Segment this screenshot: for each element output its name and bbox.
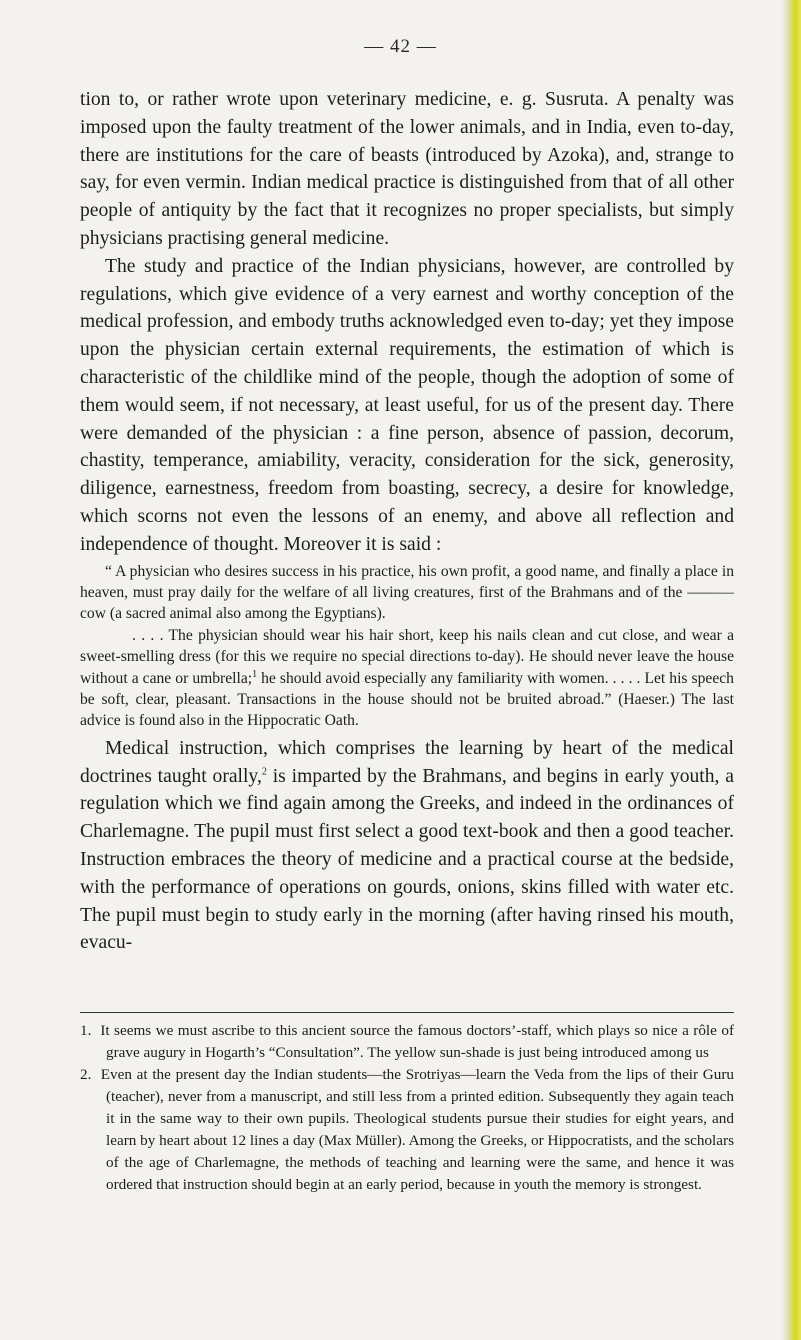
quote-part-2-before: . . . . The physician should wear his hair short, keep his nails clean and cut close, and wear a sweet-smelling dress (for this we require no special directions to-day). He should never leave the house without a cane or umbrella;	[80, 626, 734, 687]
footnote-ref-2: 2	[261, 766, 267, 778]
paragraph-3	[80, 735, 734, 957]
quote-part-2-after: he should avoid especially any familiarity with women. . . . . Let his speech be soft, clear, pleasant. Transactions in the house should not be bruited abroad.” (Haeser.) The last advice is found also in the Hippocratic Oath.	[80, 669, 734, 730]
footnote-1	[80, 1020, 734, 1064]
paragraph-2: The study and practice of the Indian physicians, however, are controlled by regulations, which give evidence of a very earnest and worthy conception of the medical profession, and embody truths acknowledged even to-day; yet they impose upon the physician certain external requirements, the estimation of which is characteristic of the childlike mind of the people, though the adoption of some of them would seem, if not necessary, at least useful, for us of the present day. There were demanded of the physician : a fine person, absence of passion, decorum, chastity, temperance, amiability, veracity, consideration for the sick, generosity, diligence, earnestness, freedom from boasting, secrecy, a desire for knowledge, which scorns not even the lessons of an enemy, and above all reflection and independence of thought. Moreover it is said :	[80, 255, 734, 555]
footnote-divider	[80, 1012, 734, 1013]
footnote-ref-1: 1	[252, 668, 258, 680]
main-text	[80, 86, 734, 957]
paragraph-3-after: is imparted by the Brahmans, and begins in early youth, a regulation which we find again among the Greeks, and indeed in the ordinances of Charlemagne. The pupil must first select a good text-book and then a good teacher. Instruction embraces the theory of medicine and a practical course at the bedside, with the performance of operations on gourds, onions, skins filled with water etc. The pupil must begin to study early in the morning (after having rinsed his mouth, evacu-	[80, 765, 735, 954]
footnote-2-marker: 2.	[80, 1066, 92, 1083]
page-edge	[781, 0, 801, 1340]
block-quote	[80, 561, 734, 732]
quote-part-1: “ A physician who desires success in his practice, his own profit, a good name, and finally a place in heaven, must pray daily for the welfare of all living creatures, first of the Brahmans and of the ——— cow (a sacred animal also among the Egyptians).	[80, 562, 734, 623]
quote-part-2	[80, 625, 734, 732]
page-number: — 42 —	[364, 36, 437, 57]
footnote-1-text: It seems we must ascribe to this ancient source the famous doctors’-staff, which plays so nice a rôle of grave augury in Hogarth’s “Consultation”. The yellow sun-shade is just being introduced among us	[100, 1022, 735, 1061]
paragraph-1: tion to, or rather wrote upon veterinary medicine, e. g. Susruta. A penalty was imposed upon the faulty treatment of the lower animals, and in India, even to-day, there are institutions for the care of beasts (introduced by Azoka), and, strange to say, for even vermin. Indian medical practice is distinguished from that of all other people of antiquity by the fact that it recognizes no proper specialists, but simply physicians practising general medicine.	[80, 89, 734, 249]
paragraph-3-before: Medical instruction, which comprises the learning by heart of the medical doctrines taught orally,	[80, 737, 734, 787]
footnote-1-marker: 1.	[80, 1022, 92, 1039]
footnote-2-text: Even at the present day the Indian students—the Srotriyas—learn the Veda from the lips of their Guru (teacher), never from a manuscript, and still less from a printed edition. Subsequently they again teach it in the same way to their own pupils. Theological students pursue their studies for eight years, and learn by heart about 12 lines a day (Max Müller). Among the Greeks, or Hippocratists, and the scholars of the age of Charlemagne, the methods of teaching and learning were the same, and hence it was ordered that instruction should begin at an early period, because in youth the memory is strongest.	[100, 1066, 734, 1193]
footnotes	[80, 1020, 734, 1196]
footnote-2	[80, 1064, 734, 1196]
